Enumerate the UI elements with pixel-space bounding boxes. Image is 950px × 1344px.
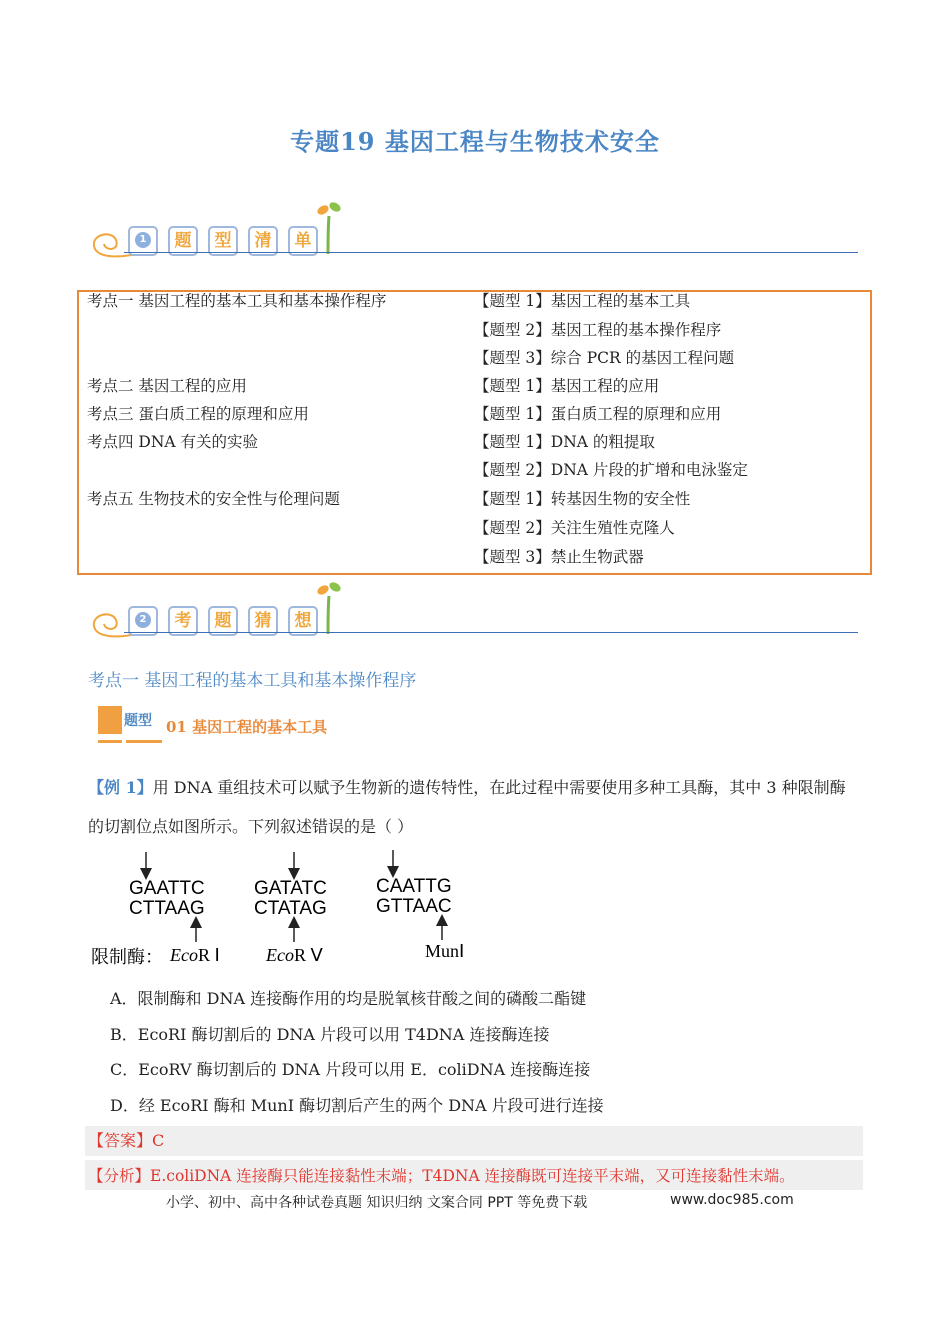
list-row-question-type: 【题型 1】基因工程的基本工具	[474, 292, 691, 310]
list-row-topic: 考点一 基因工程的基本工具和基本操作程序	[87, 292, 387, 310]
sequence-bottom: GTTAAC	[376, 896, 452, 917]
sprout-icon	[314, 198, 344, 254]
footer-url[interactable]: www.doc985.com	[670, 1192, 794, 1208]
banner-chip: 考	[168, 606, 198, 636]
example-line-2: 的切割位点如图所示。下列叙述错误的是（ ）	[88, 817, 414, 836]
banner-chip: 题	[208, 606, 238, 636]
section-heading: 考点一 基因工程的基本工具和基本操作程序	[88, 671, 417, 691]
list-row-question-type: 【题型 2】DNA 片段的扩增和电泳鉴定	[474, 461, 748, 479]
banner-rule	[124, 252, 858, 253]
enzyme-name-muni: MunⅠ	[425, 941, 465, 961]
analysis-text: E.coliDNA 连接酶只能连接黏性末端；T4DNA 连接酶既可连接平末端，又可连接黏性末端。	[150, 1167, 795, 1185]
section-banner-question-types	[88, 198, 858, 268]
number-badge-icon: 1	[128, 226, 158, 256]
list-row-question-type: 【题型 2】关注生殖性克隆人	[474, 519, 675, 537]
option-b: B．EcoRI 酶切割后的 DNA 片段可以用 T4DNA 连接酶连接	[110, 1025, 550, 1044]
example-text-1: 用 DNA 重组技术可以赋予生物新的遗传特性，在此过程中需要使用多种工具酶，其中 3 种限制酶	[152, 778, 846, 797]
diagram-label: 限制酶：	[91, 947, 163, 968]
page-title: 专题19 基因工程与生物技术安全	[290, 127, 660, 156]
enzyme-name-ecori: EcoR Ⅰ	[170, 945, 220, 965]
sequence-top: GATATC	[254, 878, 327, 899]
sprout-icon	[314, 578, 344, 634]
banner-chip: 清	[248, 226, 278, 256]
answer-value: C	[152, 1131, 165, 1150]
answer-label: 【答案】	[88, 1131, 153, 1150]
number-badge-icon: 2	[128, 606, 158, 636]
banner-chip: 题	[168, 226, 198, 256]
list-row-question-type: 【题型 3】综合 PCR 的基因工程问题	[474, 349, 735, 367]
banner-chip: 型	[208, 226, 238, 256]
list-row-question-type: 【题型 1】基因工程的应用	[474, 377, 660, 395]
list-row-topic: 考点三 蛋白质工程的原理和应用	[87, 405, 309, 423]
option-c: C．EcoRV 酶切割后的 DNA 片段可以用 E．coliDNA 连接酶连接	[110, 1060, 591, 1079]
sequence-top: GAATTC	[129, 878, 205, 899]
list-row-question-type: 【题型 3】禁止生物武器	[474, 548, 644, 566]
section-banner-exam-predictions	[88, 578, 858, 648]
answer-band	[85, 1126, 863, 1156]
restriction-enzyme-diagram	[88, 842, 488, 972]
analysis-line	[88, 1165, 795, 1187]
banner-chip: 想	[288, 606, 318, 636]
option-d: D．经 EcoRI 酶和 MunI 酶切割后产生的两个 DNA 片段可进行连接	[110, 1096, 604, 1115]
answer-line	[88, 1130, 164, 1152]
sequence-bottom: CTTAAG	[129, 898, 205, 919]
list-row-topic: 考点五 生物技术的安全性与伦理问题	[87, 490, 340, 508]
sequence-top: CAATTG	[376, 876, 452, 897]
footer-text: 小学、初中、高中各种试卷真题 知识归纳 文案合同 PPT 等免费下载	[166, 1195, 588, 1211]
list-row-topic: 考点四 DNA 有关的实验	[87, 433, 259, 451]
option-a: A．限制酶和 DNA 连接酶作用的均是脱氧核苷酸之间的磷酸二酯键	[110, 989, 587, 1008]
sequence-bottom: CTATAG	[254, 898, 327, 919]
type-title: 01 基因工程的基本工具	[166, 718, 328, 736]
example-line-1	[88, 777, 846, 799]
banner-chip: 猜	[248, 606, 278, 636]
banner-rule	[124, 632, 858, 633]
type-label-badge	[98, 706, 164, 746]
list-row-question-type: 【题型 2】基因工程的基本操作程序	[474, 321, 722, 339]
enzyme-name-ecorv: EcoR Ⅴ	[266, 945, 323, 965]
type-tag: 题型	[124, 713, 152, 729]
analysis-label: 【分析】	[88, 1167, 151, 1185]
banner-chip: 单	[288, 226, 318, 256]
list-row-question-type: 【题型 1】转基因生物的安全性	[474, 490, 691, 508]
example-label: 【例 1】	[88, 778, 153, 797]
list-row-topic: 考点二 基因工程的应用	[87, 377, 247, 395]
list-row-question-type: 【题型 1】蛋白质工程的原理和应用	[474, 405, 722, 423]
list-row-question-type: 【题型 1】DNA 的粗提取	[474, 433, 655, 451]
